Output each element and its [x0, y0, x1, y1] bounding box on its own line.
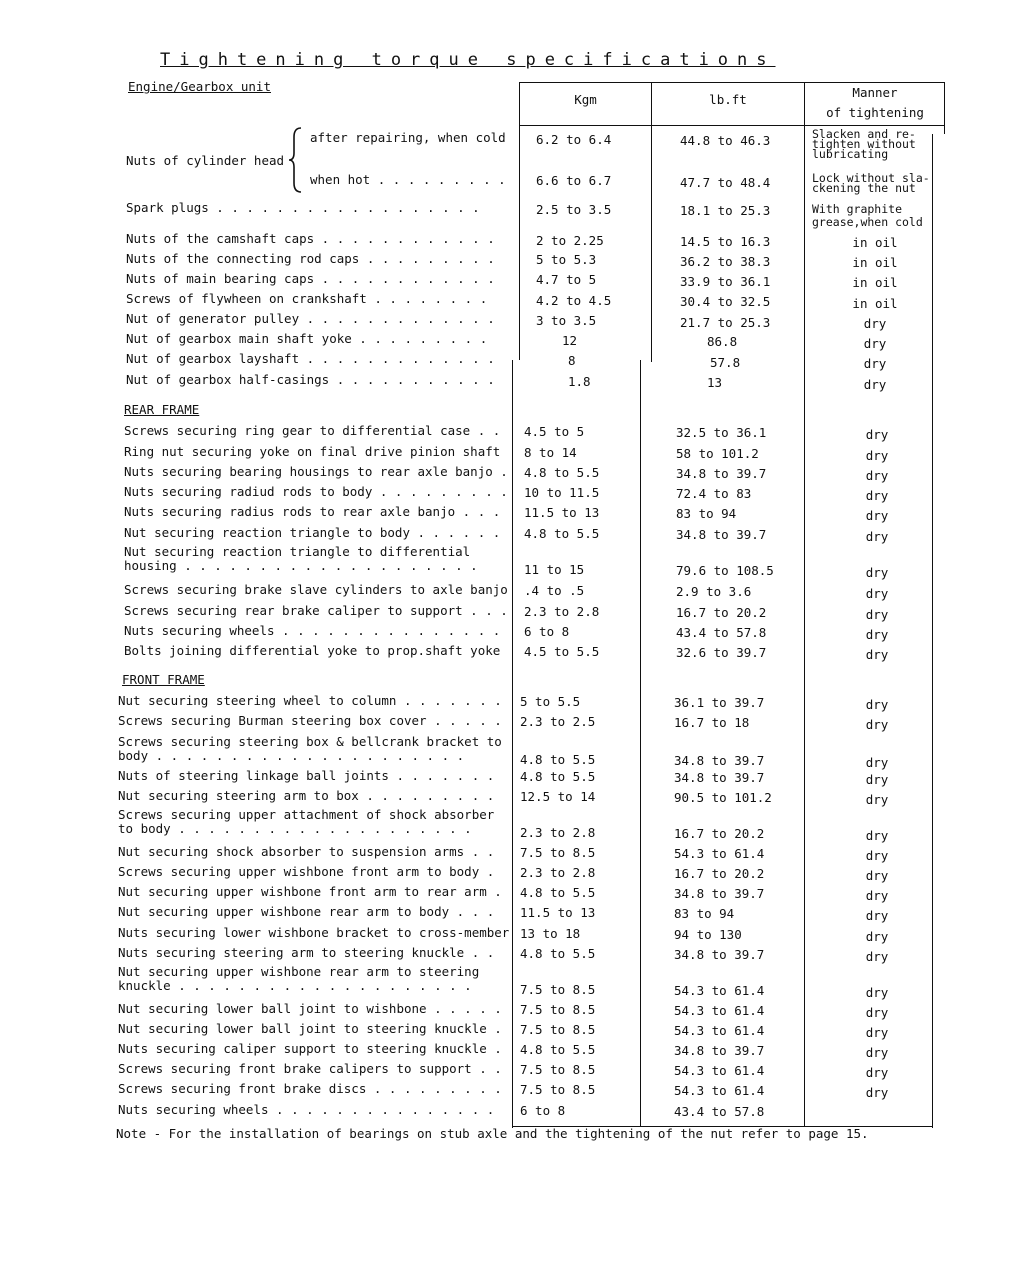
header-manner-line1: Manner: [852, 85, 898, 100]
list-item: Nut securing lower ball joint to steering knuckle .: [118, 1021, 502, 1036]
lbft-cell: 43.4 to 57.8: [674, 1104, 765, 1119]
lbft-cell: 43.4 to 57.8: [676, 625, 767, 640]
list-item: Screws securing steering box & bellcrank bracket to: [118, 734, 502, 749]
kgm-cell: 4.8 to 5.5: [520, 1042, 596, 1057]
kgm-cell: 2.3 to 2.8: [520, 865, 596, 880]
lbft-cell: 36.1 to 39.7: [674, 695, 765, 710]
manner-cell: dry: [865, 888, 889, 903]
manner-cell: dry: [865, 697, 889, 712]
table-left-border-lower: [512, 360, 513, 1128]
section-label-engine: Engine/Gearbox unit: [128, 79, 271, 94]
header-kgm: Kgm: [574, 92, 597, 107]
kgm-cell: 4.7 to 5: [536, 272, 597, 287]
list-item: Nuts securing radius rods to rear axle banjo . . .: [124, 504, 501, 519]
list-item: Nut of gearbox main shaft yoke . . . . . . . . .: [126, 331, 488, 346]
list-item: Screws securing upper wishbone front arm to body .: [118, 864, 495, 879]
lbft-cell: 16.7 to 20.2: [674, 866, 765, 881]
lbft-cell: 32.6 to 39.7: [676, 645, 767, 660]
kgm-cell: 7.5 to 8.5: [520, 1062, 596, 1077]
list-item: Nuts of the connecting rod caps . . . . . . . . .: [126, 251, 495, 266]
lbft-cell: 90.5 to 101.2: [674, 790, 772, 805]
manner-cell: dry: [865, 1025, 889, 1040]
lbft-cell: 54.3 to 61.4: [674, 1003, 765, 1018]
footnote: Note - For the installation of bearings on stub axle and the tightening of the nut refer to page 15.: [116, 1126, 869, 1141]
manner-cell: dry: [865, 1005, 889, 1020]
list-item: Nuts securing wheels . . . . . . . . . . . . . . .: [124, 623, 501, 638]
manner-cell: dry: [865, 627, 889, 642]
manner-cell: Lock without sla- ckening the nut: [812, 171, 930, 195]
lbft-cell: 34.8 to 39.7: [676, 466, 767, 481]
kgm-cell: 11.5 to 13: [524, 505, 600, 520]
kgm-cell: 6 to 8: [524, 624, 570, 639]
kgm-cell: 12.5 to 14: [520, 789, 596, 804]
lbft-cell: 58 to 101.2: [676, 446, 759, 461]
lbft-cell: 72.4 to 83: [676, 486, 752, 501]
kgm-cell: 2.5 to 3.5: [536, 202, 612, 217]
lbft-cell: 16.7 to 20.2: [676, 605, 767, 620]
list-item: Nuts of main bearing caps . . . . . . . . . . . .: [126, 271, 495, 286]
list-item: Screws securing front brake discs . . . . . . . . .: [118, 1081, 502, 1096]
cylinder-head-label: Nuts of cylinder head: [126, 153, 285, 168]
kgm-cell: 2.3 to 2.5: [520, 714, 596, 729]
list-item-continued: body . . . . . . . . . . . . . . . . . . . . .: [118, 748, 465, 763]
manner-cell: dry: [863, 336, 887, 351]
kgm-cell: 5 to 5.5: [520, 694, 581, 709]
list-item-continued: housing . . . . . . . . . . . . . . . . . . . .: [124, 558, 478, 573]
lbft-cell: 47.7 to 48.4: [680, 175, 771, 190]
lbft-cell: 34.8 to 39.7: [676, 527, 767, 542]
manner-cell: dry: [865, 985, 889, 1000]
manner-cell: dry: [865, 607, 889, 622]
kgm-cell: 1.8: [568, 374, 591, 389]
list-item: Screws securing front brake calipers to support . .: [118, 1061, 502, 1076]
kgm-cell: 2.3 to 2.8: [520, 825, 596, 840]
kgm-cell: 7.5 to 8.5: [520, 845, 596, 860]
lbft-cell: 57.8: [710, 355, 741, 370]
manner-cell: dry: [865, 508, 889, 523]
header-manner-line2: of tightening: [826, 105, 924, 120]
lbft-cell: 21.7 to 25.3: [680, 315, 771, 330]
section-label-front-frame: FRONT FRAME: [122, 672, 205, 687]
lbft-cell: 2.9 to 3.6: [676, 584, 752, 599]
column-divider-kgm: [651, 82, 652, 362]
manner-cell: With graphite grease,when cold: [812, 202, 923, 229]
lbft-cell: 94 to 130: [674, 927, 742, 942]
kgm-cell: 4.5 to 5: [524, 424, 585, 439]
lbft-cell: 79.6 to 108.5: [676, 563, 774, 578]
manner-cell: dry: [865, 1045, 889, 1060]
manner-cell: dry: [865, 1085, 889, 1100]
kgm-cell: 4.5 to 5.5: [524, 644, 600, 659]
manner-cell: dry: [865, 755, 889, 770]
kgm-cell: 8 to 14: [524, 445, 577, 460]
list-item: Nut securing upper wishbone front arm to rear arm .: [118, 884, 502, 899]
column-divider-kgm-lower: [640, 360, 641, 1126]
manner-cell: dry: [865, 427, 889, 442]
manner-cell: dry: [865, 448, 889, 463]
list-item-continued: to body . . . . . . . . . . . . . . . . . . . .: [118, 821, 472, 836]
brace-icon: [288, 127, 304, 193]
manner-cell: dry: [865, 586, 889, 601]
list-item: Screws securing upper attachment of shock absorber: [118, 807, 495, 822]
manner-cell: dry: [865, 828, 889, 843]
list-item: when hot . . . . . . . . .: [310, 172, 506, 187]
manner-cell: dry: [865, 929, 889, 944]
header-lbft: lb.ft: [709, 92, 747, 107]
kgm-cell: 11 to 15: [524, 562, 585, 577]
manner-cell: dry: [865, 468, 889, 483]
manner-cell: Slacken and re- tighten without lubricating: [812, 127, 916, 161]
section-label-rear-frame: REAR FRAME: [124, 402, 200, 417]
lbft-cell: 13: [707, 375, 723, 390]
lbft-cell: 16.7 to 18: [674, 715, 750, 730]
kgm-cell: 6.6 to 6.7: [536, 173, 612, 188]
lbft-cell: 14.5 to 16.3: [680, 234, 771, 249]
list-item: Nut of generator pulley . . . . . . . . . . . . .: [126, 311, 495, 326]
kgm-cell: 4.8 to 5.5: [520, 946, 596, 961]
list-item: Nut securing upper wishbone rear arm to body . . .: [118, 904, 495, 919]
list-item: Screws securing rear brake caliper to support . . .: [124, 603, 508, 618]
manner-cell: dry: [865, 772, 889, 787]
manner-cell: dry: [863, 356, 887, 371]
lbft-cell: 32.5 to 36.1: [676, 425, 767, 440]
manner-cell: dry: [865, 647, 889, 662]
lbft-cell: 83 to 94: [676, 506, 737, 521]
kgm-cell: 4.8 to 5.5: [520, 769, 596, 784]
list-item: Nuts securing lower wishbone bracket to cross-member: [118, 925, 510, 940]
lbft-cell: 83 to 94: [674, 906, 735, 921]
manner-cell: dry: [865, 792, 889, 807]
kgm-cell: 4.8 to 5.5: [524, 526, 600, 541]
list-item: Nuts securing steering arm to steering knuckle . .: [118, 945, 495, 960]
list-item: Nut securing upper wishbone rear arm to steering: [118, 964, 480, 979]
lbft-cell: 16.7 to 20.2: [674, 826, 765, 841]
kgm-cell: 6 to 8: [520, 1103, 566, 1118]
manner-cell: in oil: [852, 275, 898, 290]
list-item: Nuts securing radiud rods to body . . . . . . . . .: [124, 484, 508, 499]
lbft-cell: 54.3 to 61.4: [674, 1063, 765, 1078]
list-item: Spark plugs . . . . . . . . . . . . . . . . . .: [126, 200, 480, 215]
manner-cell: dry: [865, 529, 889, 544]
kgm-cell: 3 to 3.5: [536, 313, 597, 328]
manner-cell: dry: [865, 717, 889, 732]
kgm-cell: 7.5 to 8.5: [520, 982, 596, 997]
lbft-cell: 54.3 to 61.4: [674, 1083, 765, 1098]
kgm-cell: 4.8 to 5.5: [520, 885, 596, 900]
table-left-border: [519, 82, 520, 360]
lbft-cell: 34.8 to 39.7: [674, 770, 765, 785]
manner-cell: dry: [865, 908, 889, 923]
list-item: Screws of flywheen on crankshaft . . . . . . . .: [126, 291, 488, 306]
kgm-cell: 4.2 to 4.5: [536, 293, 612, 308]
list-item: Nuts of the camshaft caps . . . . . . . . . . . .: [126, 231, 495, 246]
list-item: Screws securing ring gear to differential case . .: [124, 423, 501, 438]
list-item: Nut securing reaction triangle to body . . . . . .: [124, 525, 501, 540]
lbft-cell: 34.8 to 39.7: [674, 753, 765, 768]
kgm-cell: 12: [562, 333, 578, 348]
kgm-cell: 4.8 to 5.5: [520, 752, 596, 767]
manner-cell: dry: [865, 488, 889, 503]
kgm-cell: 5 to 5.3: [536, 252, 597, 267]
lbft-cell: 54.3 to 61.4: [674, 1023, 765, 1038]
list-item: Nuts securing wheels . . . . . . . . . . . . . . .: [118, 1102, 495, 1117]
lbft-cell: 34.8 to 39.7: [674, 947, 765, 962]
table-header-border: [519, 125, 945, 126]
list-item: Nuts securing caliper support to steering knuckle .: [118, 1041, 502, 1056]
lbft-cell: 54.3 to 61.4: [674, 983, 765, 998]
lbft-cell: 34.8 to 39.7: [674, 1043, 765, 1058]
list-item-continued: knuckle . . . . . . . . . . . . . . . . . . . .: [118, 978, 472, 993]
list-item: Nut of gearbox layshaft . . . . . . . . . . . . .: [126, 351, 495, 366]
list-item: Nut securing steering wheel to column . . . . . . .: [118, 693, 502, 708]
kgm-cell: 13 to 18: [520, 926, 581, 941]
list-item: Ring nut securing yoke on final drive pinion shaft: [124, 444, 501, 459]
list-item: Bolts joining differential yoke to prop.shaft yoke: [124, 643, 501, 658]
manner-cell: in oil: [852, 296, 898, 311]
lbft-cell: 34.8 to 39.7: [674, 886, 765, 901]
kgm-cell: .4 to .5: [524, 583, 585, 598]
list-item: Nut securing shock absorber to suspension arms . .: [118, 844, 495, 859]
list-item: Screws securing Burman steering box cover . . . . .: [118, 713, 502, 728]
lbft-cell: 44.8 to 46.3: [680, 133, 771, 148]
kgm-cell: 7.5 to 8.5: [520, 1082, 596, 1097]
kgm-cell: 6.2 to 6.4: [536, 132, 612, 147]
lbft-cell: 33.9 to 36.1: [680, 274, 771, 289]
list-item: Nut securing lower ball joint to wishbone . . . . .: [118, 1001, 502, 1016]
list-item: Nut securing steering arm to box . . . . . . . . .: [118, 788, 495, 803]
lbft-cell: 36.2 to 38.3: [680, 254, 771, 269]
table-top-border: [519, 82, 945, 83]
manner-cell: dry: [863, 377, 887, 392]
manner-cell: dry: [865, 565, 889, 580]
manner-cell: in oil: [852, 255, 898, 270]
list-item: Nuts securing bearing housings to rear axle banjo .: [124, 464, 508, 479]
manner-cell: dry: [865, 868, 889, 883]
kgm-cell: 10 to 11.5: [524, 485, 600, 500]
manner-cell: dry: [863, 316, 887, 331]
manner-cell: in oil: [852, 235, 898, 250]
list-item: Screws securing brake slave cylinders to axle banjo: [124, 582, 508, 597]
list-item: Nut of gearbox half-casings . . . . . . . . . . .: [126, 372, 495, 387]
kgm-cell: 8: [568, 353, 576, 368]
kgm-cell: 4.8 to 5.5: [524, 465, 600, 480]
manner-cell: dry: [865, 949, 889, 964]
kgm-cell: 2.3 to 2.8: [524, 604, 600, 619]
manner-cell: dry: [865, 848, 889, 863]
kgm-cell: 7.5 to 8.5: [520, 1002, 596, 1017]
lbft-cell: 54.3 to 61.4: [674, 846, 765, 861]
manner-cell: dry: [865, 1065, 889, 1080]
lbft-cell: 18.1 to 25.3: [680, 203, 771, 218]
list-item: Nuts of steering linkage ball joints . . . . . . .: [118, 768, 495, 783]
lbft-cell: 86.8: [707, 334, 738, 349]
list-item: after repairing, when cold: [310, 130, 506, 145]
page-title: Tightening torque specifications: [160, 50, 776, 70]
list-item: Nut securing reaction triangle to differential: [124, 544, 471, 559]
kgm-cell: 2 to 2.25: [536, 233, 604, 248]
kgm-cell: 11.5 to 13: [520, 905, 596, 920]
kgm-cell: 7.5 to 8.5: [520, 1022, 596, 1037]
lbft-cell: 30.4 to 32.5: [680, 294, 771, 309]
